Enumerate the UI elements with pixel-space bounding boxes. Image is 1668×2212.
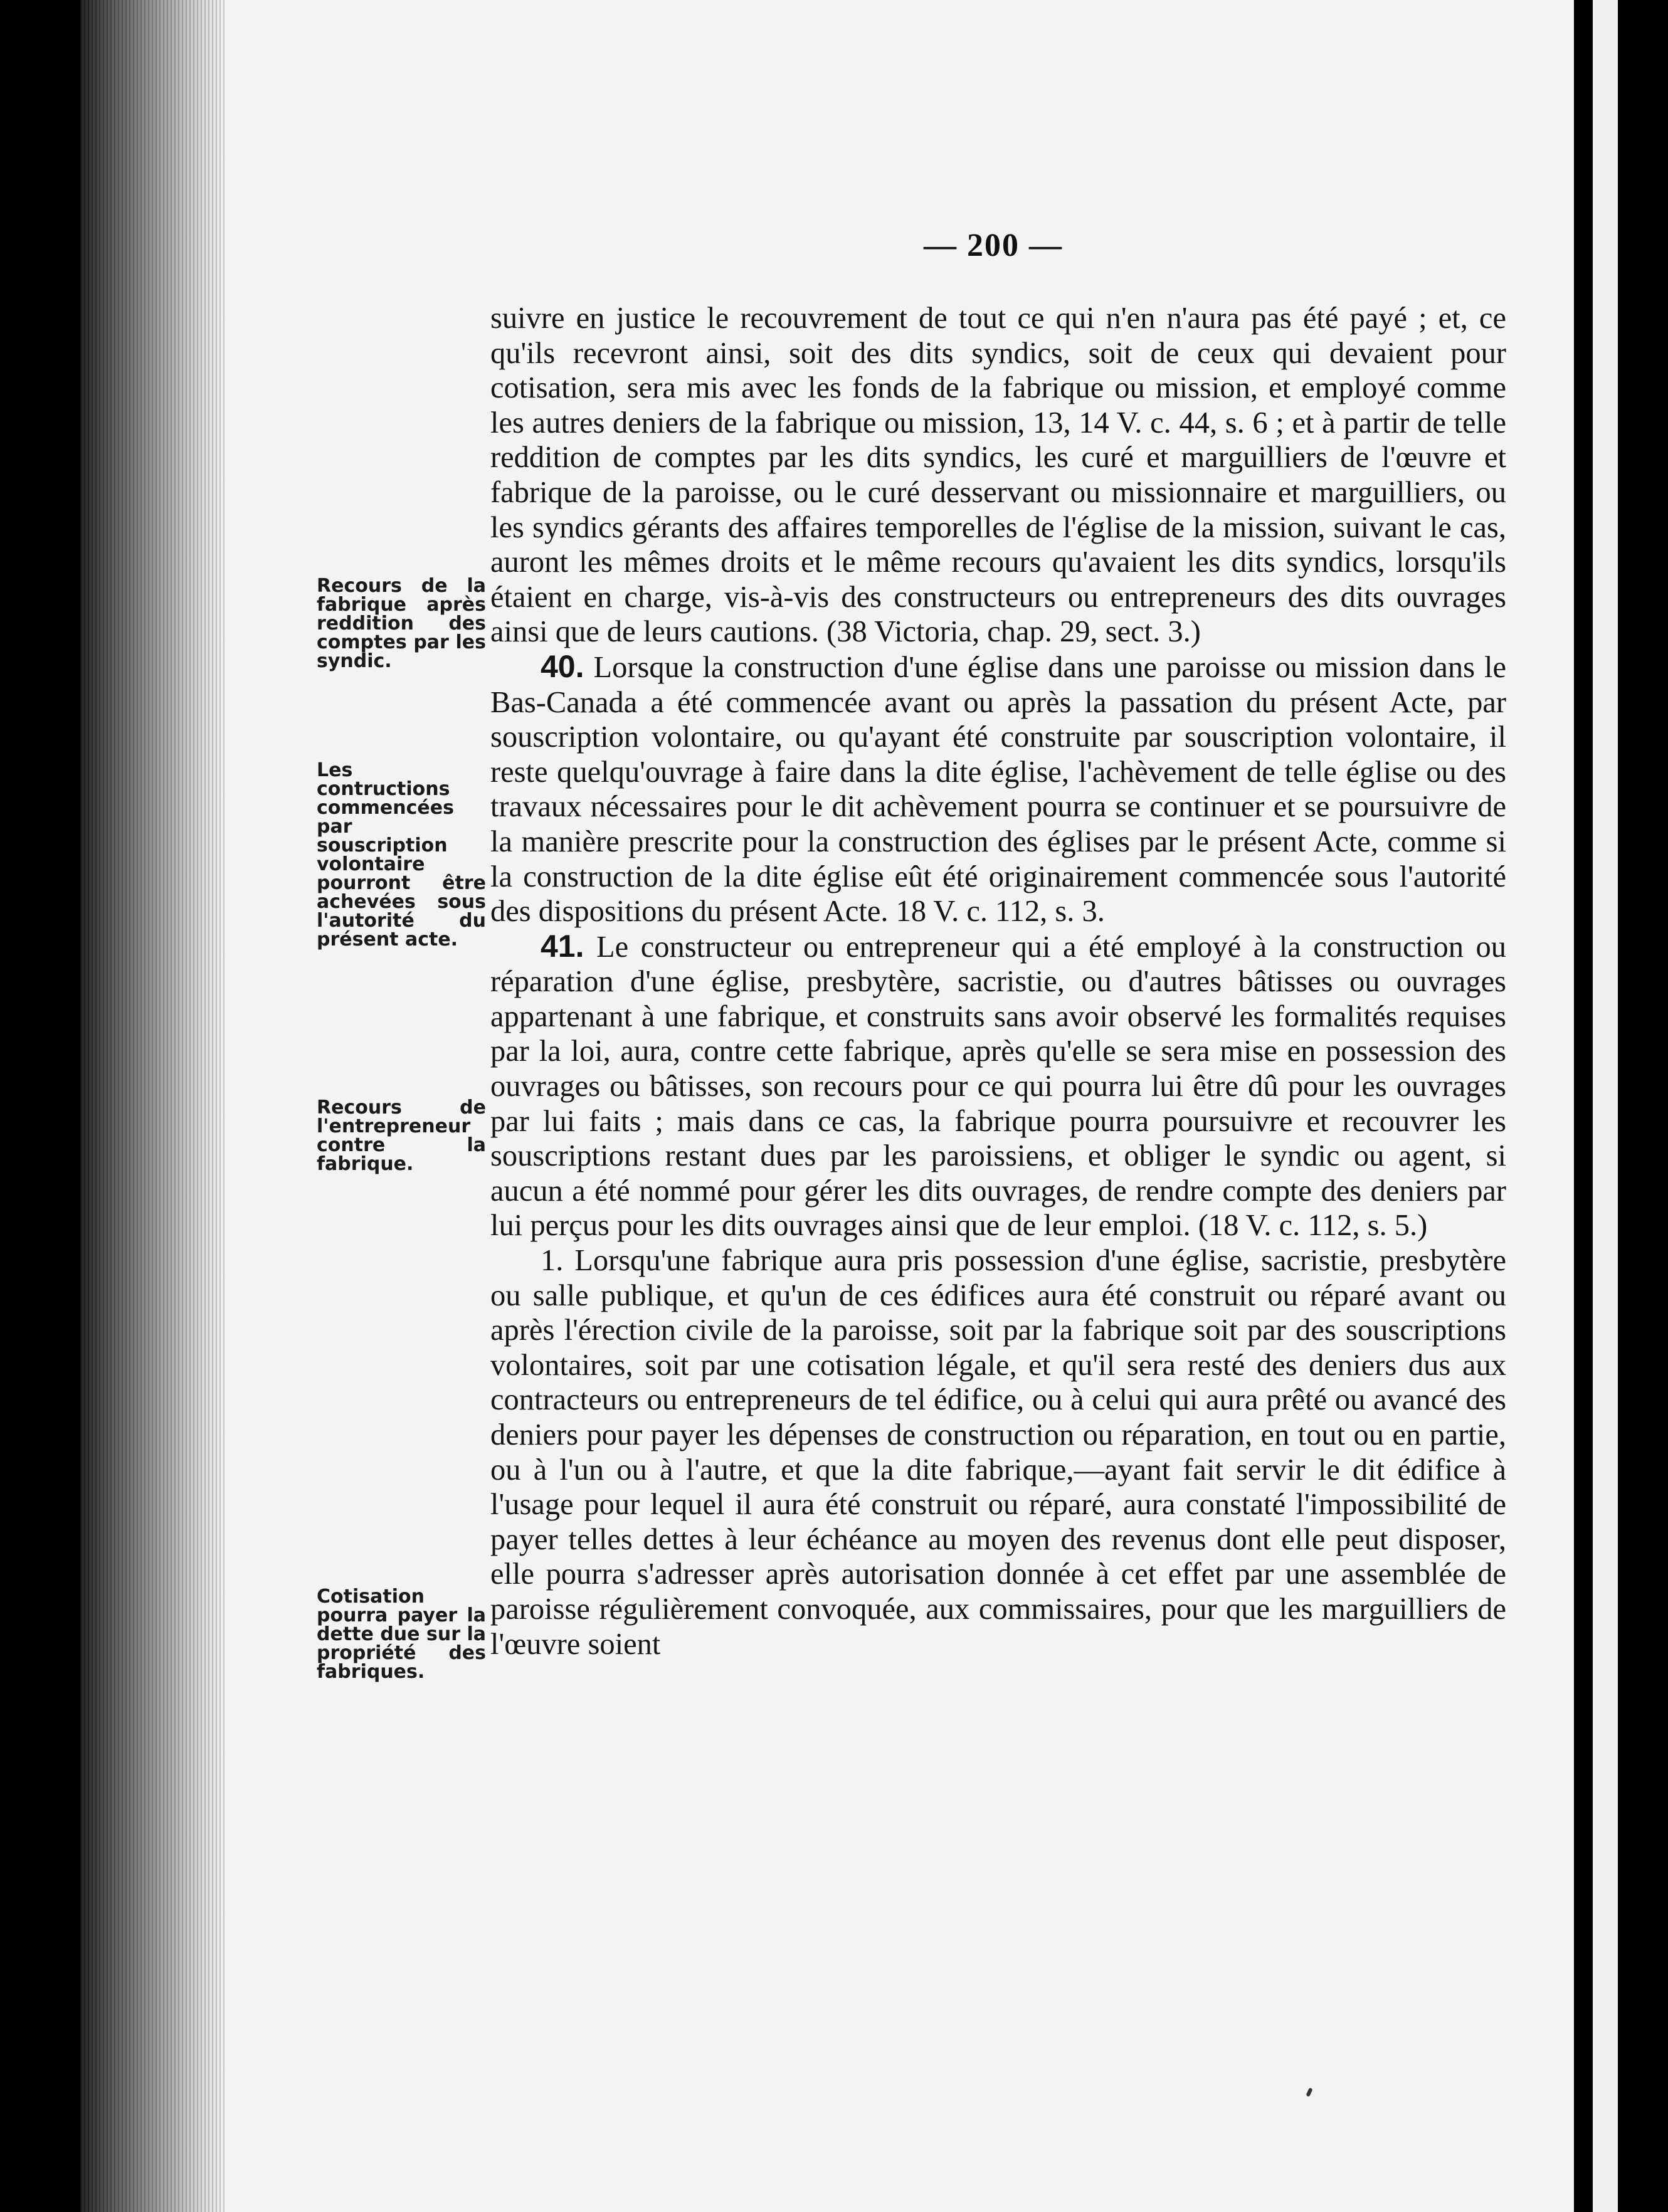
paragraph-text: Lorsqu'une fabrique aura pris possession d'une église, sacristie, presbytère ou salle publique, et qu'un de ces édifices aura été construit ou réparé avant ou après l'érection civile de la paroisse, soit par la fabrique soit par des souscriptions volontaires, soit par une cotisation légale, et qu'il sera resté des deniers dus aux contracteurs ou entrepreneurs de tel édifice, ou à celui qui aura prêté ou avancé des deniers pour payer les dépenses de construction ou réparation, en tout ou en partie, ou à l'un ou à l'autre, et que la dite fabrique,—ayant fait servir le dit édifice à l'usage pour lequel il aura été construit ou réparé, aura constaté l'impossibilité de payer telles dettes à leur échéance au moyen des revenus dont elle peut disposer, elle pourra s'adresser après autorisation donnée à cet effet par une assemblée de paroisse régulièrement convoquée, aux commissaires, pour que les marguilliers de l'œuvre soient bbox=[490, 1244, 1507, 1661]
paragraph-section-40 bbox=[490, 650, 1506, 929]
section-number: 40. bbox=[541, 648, 584, 684]
margin-note: Recours de la fabrique après reddition des comptes par les syndic. bbox=[317, 575, 486, 672]
margin-note: Les contructions commencées par souscription volontaire pourront être achevées sous l'autorité du présent acte. bbox=[317, 759, 486, 951]
subsection-number: 1. bbox=[541, 1244, 564, 1278]
body-text bbox=[490, 301, 1506, 1662]
paragraph-text: suivre en justice le recouvrement de tout ce qui n'en n'aura pas été payé ; et, ce qu'ils recevront ainsi, soit des dits syndics, soit de ceux qui devaient pour cotisation, sera mis avec les fonds de la fabrique ou mission, et employé comme les autres deniers de la fabrique ou mission, 13, 14 V. c. 44, s. 6 ; et à partir de telle reddition de comptes par les dits syndics, les curé et marguilliers de l'œuvre et fabrique de la paroisse, ou le curé desservant ou missionnaire et marguilliers, ou les syndics gérants des affaires temporelles de l'église de la mission, suivant le cas, auront les mêmes droits et le même recours qu'avaient les dits syndics, lorsqu'ils étaient en charge, vis-à-vis des constructeurs ou entrepreneurs des dits ouvrages ainsi que de leurs cautions. (38 Victoria, chap. 29, sect. 3.) bbox=[490, 302, 1506, 649]
paragraph-text: Le constructeur ou entrepreneur qui a été employé à la construction ou réparation d'une église, presbytère, sacristie, ou d'autres bâtisses ou ouvrages appartenant à une fabrique, et construits sans avoir observé les formalités requises par la loi, aura, contre cette fabrique, après qu'elle se sera mise en possession des ouvrages ou bâtisses, son recours pour ce qui pourra lui être dû pour les ouvrages par lui faits ; mais dans ce cas, la fabrique pourra poursuivre et recouvrer les souscriptions restant dues par les paroissiens, et obliger le syndic ou agent, si aucun a été nommé pour gérer les dits ouvrages, de rendre compte des deniers par lui perçus pour les dits ouvrages ainsi que de leur emploi. (18 V. c. 112, s. 5.) bbox=[490, 930, 1506, 1243]
margin-note: Recours de l'entrepreneur contre la fabrique. bbox=[317, 1097, 486, 1175]
section-number: 41. bbox=[541, 928, 584, 964]
margin-note: Cotisation pourra payer la dette due sur la propriété des fabriques. bbox=[317, 1586, 486, 1683]
paragraph bbox=[490, 301, 1506, 650]
paragraph-section-41 bbox=[490, 929, 1506, 1243]
page-number: — 200 — bbox=[924, 228, 1063, 263]
book-page-edges bbox=[80, 0, 224, 2212]
paragraph-text: Lorsque la construction d'une église dans une paroisse ou mission dans le Bas-Canada a été commencée avant ou après la passation du présent Acte, par souscription volontaire, ou qu'ayant été construite par souscription volontaire, il reste quelqu'ouvrage à faire dans la dite église, l'achèvement de telle église ou des travaux nécessaires pour le dit achèvement pourra se continuer et se poursuivre de la manière prescrite pour la construction des églises par le présent Acte, comme si la construction de la dite église eût été originairement commencée sous l'autorité des dispositions du présent Acte. 18 V. c. 112, s. 3. bbox=[490, 650, 1507, 929]
paragraph-subsection-1 bbox=[490, 1243, 1506, 1662]
next-page-strip bbox=[1593, 0, 1618, 2212]
